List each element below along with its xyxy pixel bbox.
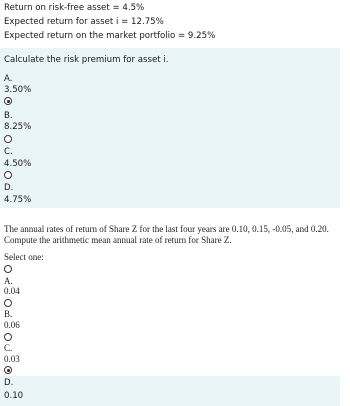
- q1-given-line-3: Expected return on the market portfolio = 9.25%: [4, 31, 216, 41]
- q2-text-line-1: The annual rates of return of Share Z for the last four years are 0.10, 0.15, -0.05, and 0.20.: [4, 224, 329, 234]
- q1-option-b-radio[interactable]: [4, 135, 12, 143]
- q1-given-line-2: Expected return for asset i = 12.75%: [4, 17, 164, 27]
- q2-option-d-panel: [0, 376, 340, 406]
- q2-option-c-radio[interactable]: [4, 333, 12, 341]
- q1-option-c-radio[interactable]: [4, 171, 12, 179]
- q1-given-line-1: Return on risk-free asset = 4.5%: [4, 3, 145, 13]
- q2-option-d-value: 0.10: [4, 391, 24, 401]
- q1-option-d-letter: D.: [4, 183, 14, 193]
- q1-prompt: Calculate the risk premium for asset i.: [4, 55, 169, 65]
- q2-option-c-value: 0.03: [4, 354, 20, 364]
- q1-option-d-value: 4.75%: [4, 195, 32, 205]
- q2-option-a-radio[interactable]: [4, 265, 12, 273]
- q2-option-b-value: 0.06: [4, 320, 20, 330]
- q2-text-line-2: Compute the arithmetic mean annual rate of return for Share Z.: [4, 235, 232, 245]
- q2-option-a-value: 0.04: [4, 286, 20, 296]
- q2-option-c-radio-selected[interactable]: [4, 366, 12, 374]
- q1-option-a-value: 3.50%: [4, 85, 32, 95]
- q2-option-b-radio[interactable]: [4, 299, 12, 307]
- q2-option-a-letter: A.: [4, 276, 13, 286]
- q1-answer-panel: [0, 48, 340, 208]
- q2-select-label: Select one:: [4, 252, 44, 262]
- q2-option-b-letter: B.: [4, 309, 13, 319]
- q1-option-b-letter: B.: [4, 111, 13, 121]
- q1-option-a-letter: A.: [4, 74, 13, 84]
- q1-option-c-value: 4.50%: [4, 159, 32, 169]
- q2-option-c-letter: C.: [4, 343, 13, 353]
- q1-option-c-letter: C.: [4, 147, 13, 157]
- q1-option-b-value: 8.25%: [4, 122, 32, 132]
- q1-option-a-radio[interactable]: [4, 97, 12, 105]
- q2-option-d-letter: D.: [4, 378, 14, 388]
